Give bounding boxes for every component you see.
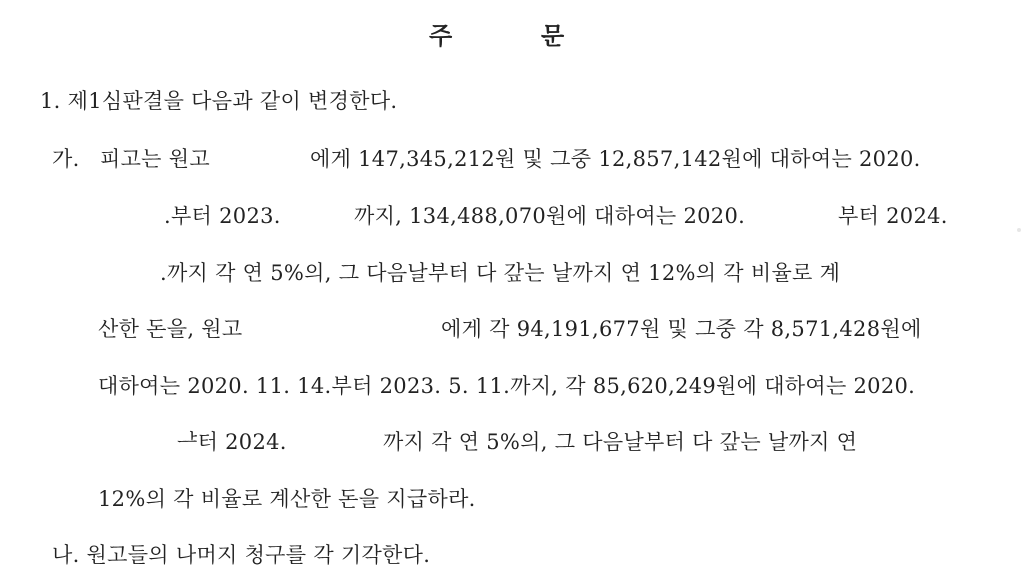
item-ga-line4-a: 산한 돈을, 원고 bbox=[98, 317, 243, 341]
item-ga-line2-b: 까지, 134,488,070원에 대하여는 2020. bbox=[354, 204, 746, 228]
item-ga-line4-b: 에게 각 94,191,677원 및 그중 각 8,571,428원에 bbox=[441, 317, 922, 341]
item-ga-line1-b: 에게 147,345,212원 및 그중 12,857,142원에 대하여는 2020. bbox=[310, 147, 921, 171]
item-na: 나. 원고들의 나머지 청구를 각 기각한다. bbox=[52, 543, 431, 567]
item-ga-marker: 가. bbox=[52, 147, 80, 171]
heading-char-ju: 주 bbox=[429, 21, 453, 50]
document-heading bbox=[0, 22, 1024, 54]
item-ga-line1-a: 피고는 원고 bbox=[100, 147, 210, 171]
item-ga-line6-a: ᆣ터 2024. bbox=[177, 430, 287, 454]
item-ga-line2-a: .부터 2023. bbox=[164, 204, 281, 228]
item-ga-line3: .까지 각 연 5%의, 그 다음날부터 다 갚는 날까지 연 12%의 각 비율로 계 bbox=[160, 261, 841, 285]
item-ga-line5: 대하여는 2020. 11. 14.부터 2023. 5. 11.까지, 각 85,620,249원에 대하여는 2020. bbox=[98, 374, 916, 398]
item-ga-line7: 12%의 각 비율로 계산한 돈을 지급하라. bbox=[98, 487, 476, 511]
item-ga-line2-c: 부터 2024. bbox=[838, 204, 948, 228]
scan-speck bbox=[1017, 228, 1021, 232]
heading-char-mun: 문 bbox=[541, 21, 565, 50]
item-1: 1. 제1심판결을 다음과 같이 변경한다. bbox=[40, 89, 398, 113]
item-ga-line6-b: 까지 각 연 5%의, 그 다음날부터 다 갚는 날까지 연 bbox=[383, 430, 858, 454]
